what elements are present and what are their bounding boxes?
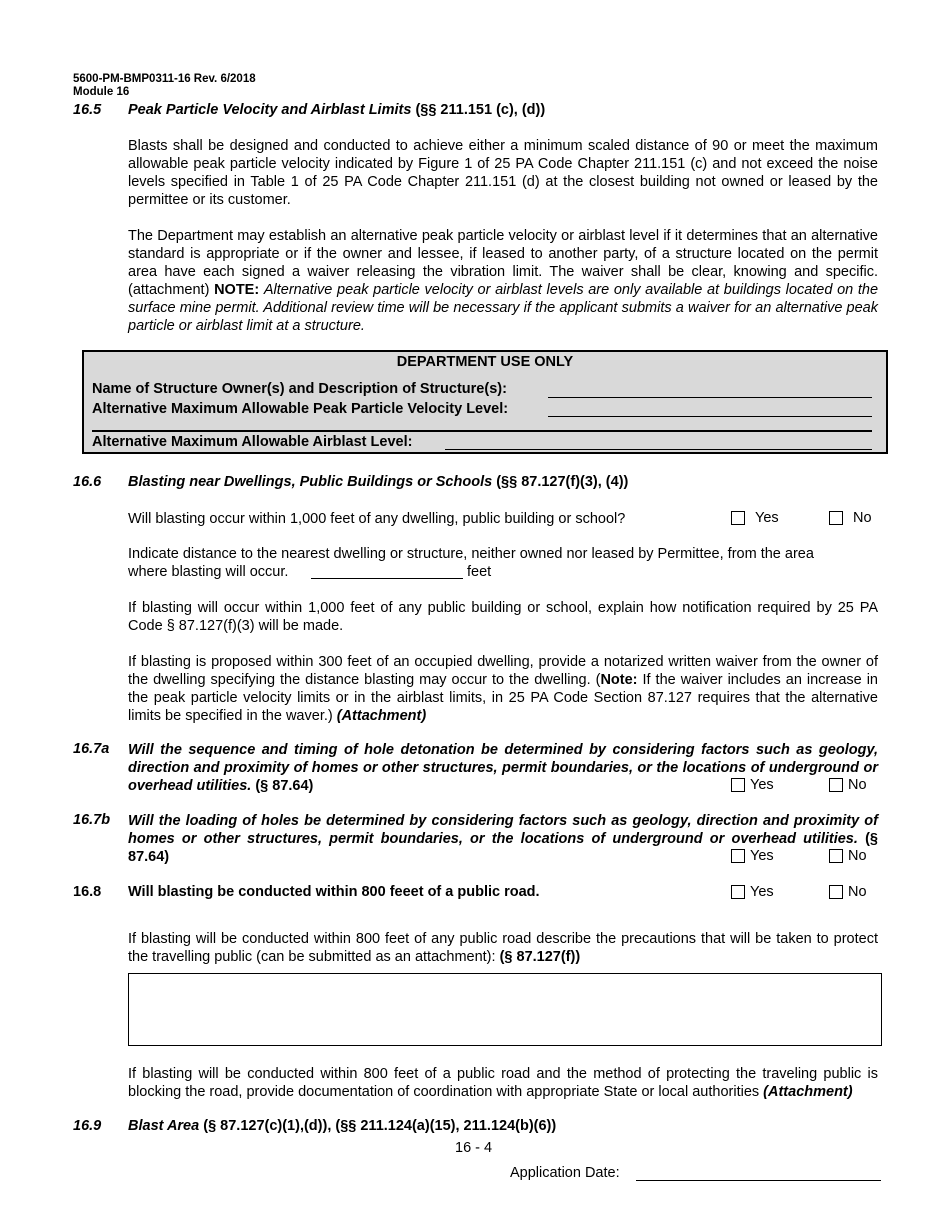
section-16-7a-number: 16.7a [73, 741, 110, 757]
q16-8-yes-label: Yes [750, 884, 774, 900]
waiver-text-b: If the waiver includes an increase in the peak particle velocity limits or in the airblast limits, in 25 PA Code Section 87.127 requires that the alternative limits be specified in the waver.) [128, 672, 878, 724]
within-1000-no-label: No [853, 510, 872, 526]
alt-ppv-label: Alternative Maximum Allowable Peak Particle Velocity Level: [92, 401, 509, 417]
section-16-7b-citation: (§ 87.64) [128, 831, 878, 865]
section-16-9-number: 16.9 [73, 1118, 102, 1134]
within-1000-yes-label: Yes [755, 510, 779, 526]
alt-airblast-label: Alternative Maximum Allowable Airblast Level: [92, 434, 413, 450]
section-16-9-title-text: Blast Area [128, 1118, 200, 1134]
section-16-5-number: 16.5 [73, 102, 102, 118]
section-16-7a-text: Will the sequence and timing of hole detonation be determined by considering factors such as geology, direction and proximity of homes or other structures, permit boundaries, or the locations of underground or overhead utilities. [128, 742, 878, 794]
precautions-text: If blasting will be conducted within 800 feet of any public road describe the precautions that will be taken to protect the travelling public (can be submitted as an attachment): [128, 931, 878, 965]
precautions-textbox[interactable] [128, 973, 882, 1046]
q16-7a-no-checkbox[interactable] [829, 778, 843, 792]
section-16-5-citation: (§§ 211.151 (c), (d)) [415, 102, 546, 118]
note-text: Alternative peak particle velocity or airblast levels are only available at buildings located on the surface mine permit. Additional review time will be necessary if the applicant submits a waiver for an alternative peak particle or airblast limit at a structure. [128, 282, 879, 334]
section-16-5-title-text: Peak Particle Velocity and Airblast Limits [128, 102, 412, 118]
application-date-field[interactable] [636, 1180, 881, 1181]
section-16-8-question: Will blasting be conducted within 800 feeet of a public road. [128, 884, 540, 900]
within-1000-no-checkbox[interactable] [829, 511, 843, 525]
alt-airblast-field[interactable] [445, 449, 872, 450]
section-16-6-title-text: Blasting near Dwellings, Public Buildings or Schools [128, 474, 493, 490]
q16-7b-yes-checkbox[interactable] [731, 849, 745, 863]
coordination-instruction [128, 1065, 878, 1101]
section-16-6-citation: (§§ 87.127(f)(3), (4)) [496, 474, 629, 490]
note-label: NOTE: [214, 282, 260, 298]
section-16-5-title [128, 102, 545, 118]
application-date-label: Application Date: [510, 1165, 620, 1181]
structure-owner-field[interactable] [548, 397, 872, 398]
distance-instruction-cont: where blasting will occur. [128, 564, 289, 580]
section-16-6-number: 16.6 [73, 474, 102, 490]
q16-8-yes-checkbox[interactable] [731, 885, 745, 899]
section-16-6-title [128, 474, 628, 490]
section-16-7a-citation: (§ 87.64) [255, 778, 314, 794]
alt-ppv-field[interactable] [548, 416, 872, 417]
distance-field[interactable] [311, 578, 463, 579]
precautions-citation: (§ 87.127(f)) [499, 949, 581, 965]
q16-7b-yes-label: Yes [750, 848, 774, 864]
q16-7b-no-checkbox[interactable] [829, 849, 843, 863]
distance-unit: feet [467, 564, 492, 580]
structure-owner-label: Name of Structure Owner(s) and Description of Structure(s): [92, 381, 507, 397]
within-1000-yes-checkbox[interactable] [731, 511, 745, 525]
waiver-instruction [128, 653, 878, 725]
page-number: 16 - 4 [455, 1140, 493, 1156]
section-16-7b-number: 16.7b [73, 812, 111, 828]
waiver-note-label: Note: [600, 672, 638, 688]
q16-7b-no-label: No [848, 848, 867, 864]
section-16-7b-text: Will the loading of holes be determined by considering factors such as geology, direction and proximity of homes or other structures, permit boundaries, or the locations of underground or overhead utilities. [128, 813, 878, 847]
q16-8-no-label: No [848, 884, 867, 900]
section-16-8-number: 16.8 [73, 884, 102, 900]
q16-7a-no-label: No [848, 777, 867, 793]
paragraph-2-text: The Department may establish an alternative peak particle velocity or airblast level if it determines that an alternative standard is appropriate or if the owner and lessee, if leased to another party, of a structure located on the permit area have each signed a waiver releasing the vibration limit. The waiver shall be clear, knowing and specific. (attachment) [128, 228, 878, 298]
section-16-9-citation: (§ 87.127(c)(1),(d)), (§§ 211.124(a)(15), 211.124(b)(6)) [203, 1118, 557, 1134]
notification-instruction: If blasting will occur within 1,000 feet of any public building or school, explain how notification required by 25 PA Code § 87.127(f)(3) will be made. [128, 600, 878, 634]
q16-7a-yes-label: Yes [750, 777, 774, 793]
box-divider [92, 430, 872, 432]
waiver-text-a: If blasting is proposed within 300 feet of an occupied dwelling, provide a notarized written waiver from the owner of the dwelling specifying the distance blasting may occur to the dwelling. ( [128, 654, 878, 688]
module-label: Module 16 [73, 86, 130, 98]
form-id: 5600-PM-BMP0311-16 Rev. 6/2018 [73, 73, 256, 85]
coordination-attachment: (Attachment) [763, 1084, 853, 1100]
department-use-only-box [82, 350, 888, 454]
department-use-only-title: DEPARTMENT USE ONLY [396, 354, 574, 370]
q16-7a-yes-checkbox[interactable] [731, 778, 745, 792]
distance-instruction: Indicate distance to the nearest dwelling or structure, neither owned nor leased by Permittee, from the area [128, 546, 814, 562]
q16-8-no-checkbox[interactable] [829, 885, 843, 899]
section-16-5-paragraph-1: Blasts shall be designed and conducted to achieve either a minimum scaled distance of 90 or meet the maximum allowable peak particle velocity indicated by Figure 1 of 25 PA Code Chapter 211.151 (c) and not exceed the noise levels specified in Table 1 of 25 PA Code Chapter 211.151 (d) at the closest building not owned or leased by the permittee or its customer. [128, 138, 878, 208]
coordination-text: If blasting will be conducted within 800 feet of a public road and the method of protecting the traveling public is blocking the road, provide documentation of coordination with appropriate State or local authorities [128, 1066, 878, 1100]
question-within-1000-feet: Will blasting occur within 1,000 feet of any dwelling, public building or school? [128, 511, 626, 527]
precautions-instruction [128, 930, 878, 966]
section-16-5-paragraph-2 [128, 227, 878, 335]
section-16-9-title [128, 1118, 556, 1134]
waiver-attachment: (Attachment) [336, 708, 427, 724]
